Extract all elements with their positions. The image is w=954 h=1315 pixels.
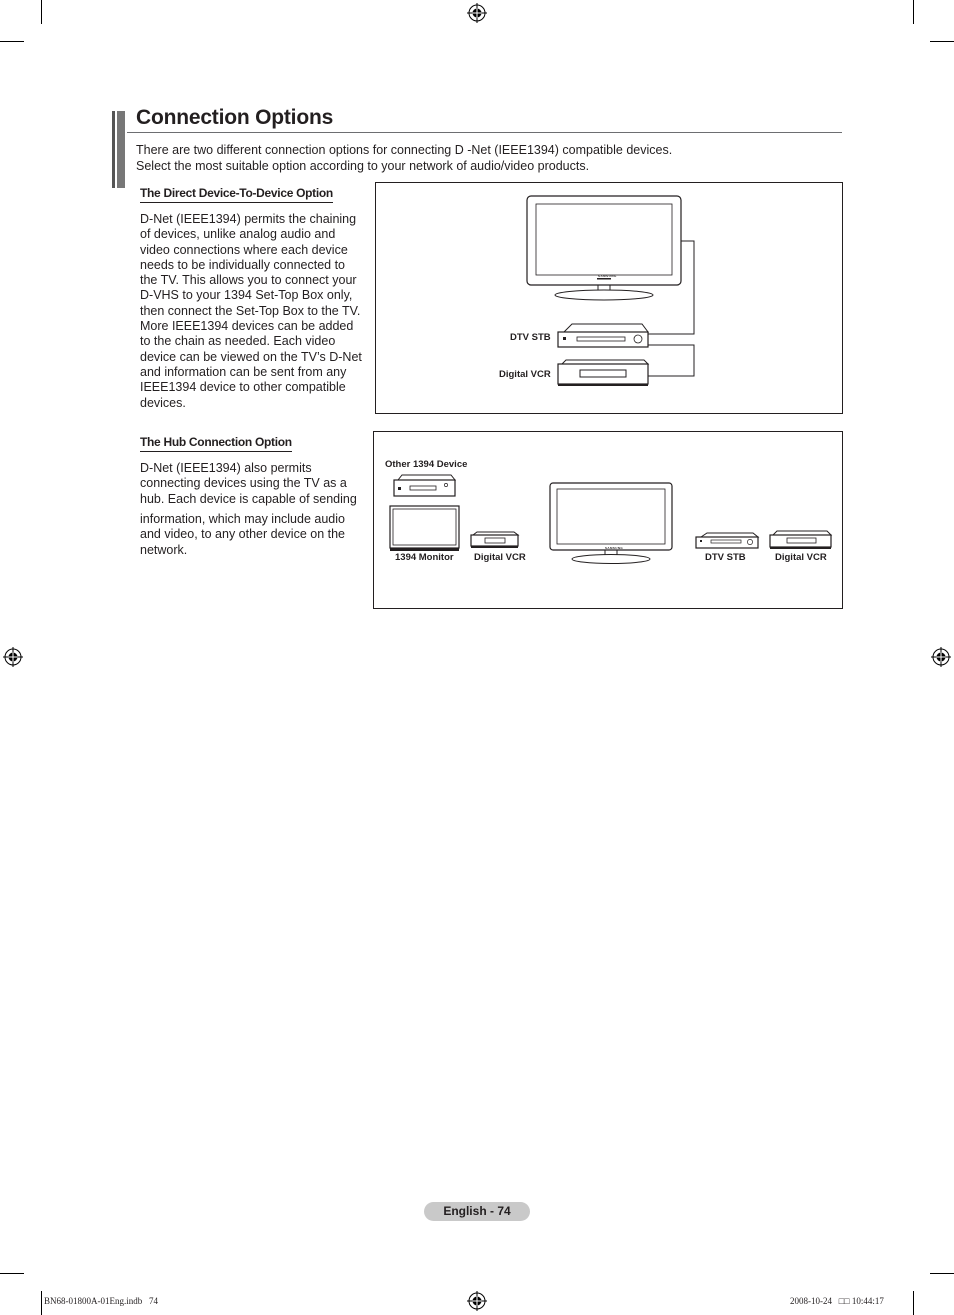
text-line: devices. — [140, 395, 186, 410]
digital-vcr-left-label: Digital VCR — [474, 552, 526, 563]
text-line: information, which may include audio — [140, 512, 345, 526]
crop-mark — [930, 41, 954, 42]
text-line: then connect the Set-Top Box to the TV. — [140, 303, 361, 318]
direct-diagram-drawing — [376, 183, 842, 413]
set-top-box-icon — [696, 533, 758, 548]
text-line: D-Net (IEEE1394) permits the chaining — [140, 212, 357, 226]
text-line: hub. Each device is capable of sending — [140, 491, 357, 506]
section-accent-bar — [112, 111, 125, 188]
text-line: network. — [140, 542, 188, 557]
tv-icon — [527, 196, 681, 300]
registration-mark-icon — [3, 647, 23, 667]
text-line: D-Net (IEEE1394) also permits — [140, 461, 312, 475]
text-line: needs to be individually connected to — [140, 257, 346, 272]
crop-mark — [913, 1291, 914, 1315]
intro-line: There are two different connection options for connecting D -Net (IEEE1394) compatible devices. — [136, 143, 673, 157]
text-line: More IEEE1394 devices can be added — [140, 319, 354, 334]
other-1394-device-label: Other 1394 Device — [385, 459, 468, 470]
direct-option-text — [140, 212, 375, 411]
tv-icon — [550, 483, 672, 564]
text-line: device can be viewed on the TV’s D-Net — [140, 349, 362, 364]
text-line: D-VHS to your 1394 Set-Top Box only, — [140, 288, 353, 303]
tv-brand-label: SAMSUNG — [605, 546, 624, 550]
vcr-left-icon — [471, 532, 518, 548]
other-device-icon — [394, 475, 455, 496]
page-number-badge: English - 74 — [424, 1202, 530, 1221]
digital-vcr-right-label: Digital VCR — [775, 552, 827, 563]
registration-mark-icon — [467, 3, 487, 23]
text-line: to the chain as needed. Each video — [140, 334, 336, 349]
intro-line: Select the most suitable option according to your network of audio/video products. — [136, 158, 590, 173]
text-line: video connections where each device — [140, 242, 348, 257]
print-timestamp: 2008-10-24 □□ 10:44:17 — [790, 1296, 884, 1306]
vcr-icon — [558, 360, 648, 386]
dtv-stb-label: DTV STB — [510, 332, 551, 343]
registration-mark-icon — [467, 1291, 487, 1311]
crop-mark — [913, 0, 914, 24]
hub-option-text — [140, 461, 375, 507]
dtv-stb-label: DTV STB — [705, 552, 746, 563]
hub-option-heading: The Hub Connection Option — [140, 435, 292, 452]
intro-text — [136, 143, 836, 174]
title-divider — [127, 132, 842, 133]
text-line: of devices, unlike analog audio and — [140, 227, 336, 242]
direct-option-heading: The Direct Device-To-Device Option — [140, 186, 333, 203]
text-line: and video, to any other device on the — [140, 527, 346, 542]
text-line: the TV. This allows you to connect your — [140, 273, 357, 288]
vcr-right-icon — [770, 531, 831, 549]
hub-connection-diagram — [373, 431, 843, 609]
digital-vcr-label: Digital VCR — [499, 369, 551, 380]
print-file-name: BN68-01800A-01Eng.indb 74 — [44, 1296, 158, 1306]
registration-mark-icon — [931, 647, 951, 667]
monitor-icon — [390, 506, 459, 551]
crop-mark — [41, 1291, 42, 1315]
tv-brand-label: SAMSUNG — [598, 274, 617, 278]
text-line: IEEE1394 device to other compatible — [140, 380, 346, 395]
hub-option-text-continued — [140, 512, 375, 558]
monitor-label: 1394 Monitor — [395, 552, 454, 563]
crop-mark — [0, 1273, 24, 1274]
text-line: and information can be sent from any — [140, 364, 347, 379]
crop-mark — [930, 1273, 954, 1274]
set-top-box-icon — [558, 324, 648, 347]
page-title: Connection Options — [136, 106, 334, 129]
text-line: connecting devices using the TV as a — [140, 476, 347, 491]
crop-mark — [0, 41, 24, 42]
crop-mark — [41, 0, 42, 24]
direct-connection-diagram — [375, 182, 843, 414]
